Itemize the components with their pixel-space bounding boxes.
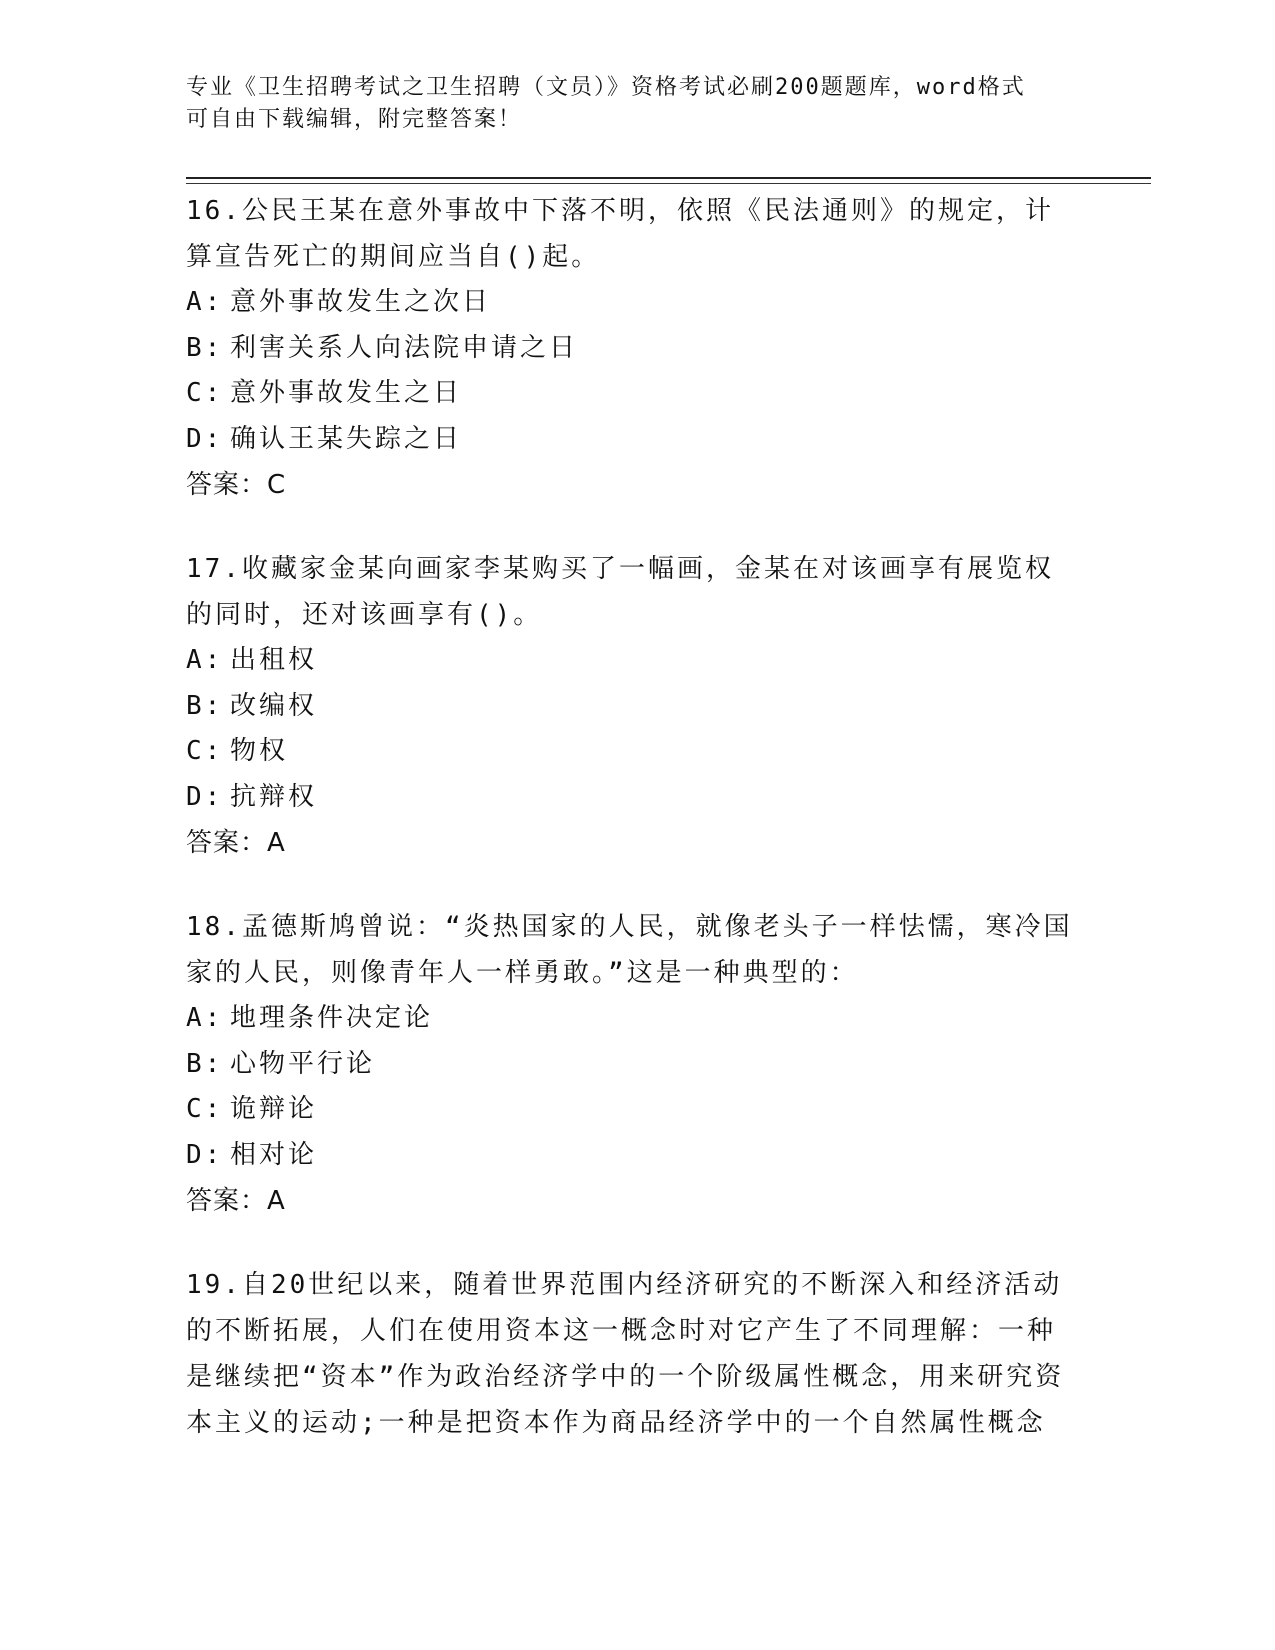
option-text: 地理条件决定论 — [230, 1003, 434, 1033]
question-stem: 17.收藏家金某向画家李某购买了一幅画，金某在对该画享有展览权的同时，还对该画享有()。 — [186, 554, 1054, 630]
header-divider-thin — [186, 183, 1151, 184]
answer-line: 答案：A — [186, 828, 286, 858]
answer-line: 答案：A — [186, 1186, 286, 1216]
option-text: 确认王某失踪之日 — [230, 423, 463, 454]
question-16 — [186, 188, 1076, 508]
option-key: A: — [186, 645, 224, 675]
question-stem: 16.公民王某在意外事故中下落不明，依照《民法通则》的规定，计算宣告死亡的期间应当自()起。 — [186, 196, 1054, 272]
option-text: 利害关系人向法院申请之日 — [230, 332, 579, 363]
question-19 — [186, 1262, 1076, 1446]
option-key: B: — [186, 690, 224, 721]
header-divider-thick — [186, 177, 1151, 179]
option-text: 出租权 — [230, 645, 318, 675]
option-c — [186, 1087, 1076, 1133]
option-text: 相对论 — [230, 1139, 318, 1170]
option-key: C: — [186, 736, 224, 766]
question-stem: 19.自20世纪以来，随着世界范围内经济研究的不断深入和经济活动的不断拓展，人们在使用资本这一概念时对它产生了不同理解：一种是继续把“资本”作为政治经济学中的一个阶级属性概念，用来研究资本主义的运动;一种是把资本作为商品经济学中的一个自然属性概念 — [186, 1270, 1065, 1438]
option-b — [186, 684, 1076, 730]
option-key: B: — [186, 1048, 224, 1079]
option-text: 抗辩权 — [230, 781, 318, 812]
header-line-1: 专业《卫生招聘考试之卫生招聘（文员）》资格考试必刷200题题库，word格式 — [186, 75, 1026, 100]
answer-line: 答案：C — [186, 470, 287, 500]
option-key: A: — [186, 1003, 224, 1033]
document-header — [186, 72, 1066, 136]
option-key: D: — [186, 1139, 224, 1170]
question-stem: 18.孟德斯鸠曾说：“炎热国家的人民，就像老头子一样怯懦，寒冷国家的人民，则像青年人一样勇敢。”这是一种典型的： — [186, 912, 1073, 988]
question-list — [186, 188, 1076, 1484]
option-d — [186, 417, 1076, 463]
option-key: C: — [186, 1094, 224, 1124]
option-text: 诡辩论 — [230, 1094, 318, 1124]
option-key: C: — [186, 378, 224, 408]
option-key: D: — [186, 781, 224, 812]
question-18 — [186, 904, 1076, 1224]
option-key: D: — [186, 423, 224, 454]
option-key: B: — [186, 332, 224, 363]
option-d — [186, 775, 1076, 821]
option-text: 改编权 — [230, 690, 318, 721]
option-a — [186, 280, 1076, 326]
option-b — [186, 326, 1076, 372]
option-a — [186, 638, 1076, 684]
option-c — [186, 729, 1076, 775]
option-d — [186, 1133, 1076, 1179]
option-b — [186, 1042, 1076, 1088]
option-text: 物权 — [230, 736, 289, 766]
option-text: 意外事故发生之次日 — [230, 287, 492, 317]
option-text: 意外事故发生之日 — [230, 378, 463, 408]
option-c — [186, 371, 1076, 417]
option-text: 心物平行论 — [230, 1048, 376, 1079]
question-17 — [186, 546, 1076, 866]
option-key: A: — [186, 287, 224, 317]
option-a — [186, 996, 1076, 1042]
header-line-2: 可自由下载编辑，附完整答案！ — [186, 107, 523, 132]
